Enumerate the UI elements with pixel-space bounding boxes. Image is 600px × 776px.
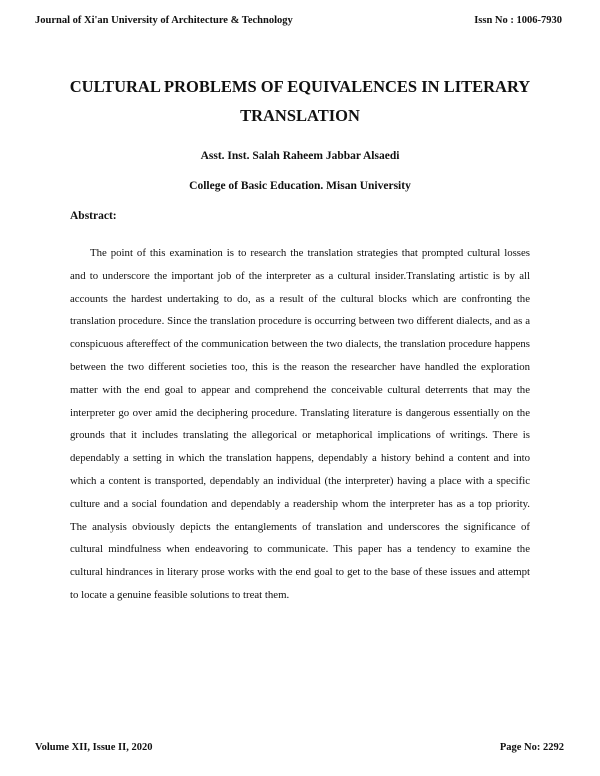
paper-title-line-2: TRANSLATION bbox=[240, 106, 360, 125]
paper-title-line-1: CULTURAL PROBLEMS OF EQUIVALENCES IN LITERARY bbox=[69, 77, 531, 96]
abstract-body: The point of this examination is to research the translation strategies that prompted cultural losses and to underscore the important job of the interpreter as a cultural insider.Translating artistic is by all accounts the hardest undertaking to do, as a result of the cultural blocks which are confronting the translation procedure. Since the translation procedure is occurring between two different dialects, and as a conspicuous aftereffect of the communication between the two dialects, the translation procedure happens between the two different societies too, this is the reason the researcher have handled the exploration matter with the end goal to appear and comprehend the conceivable cultural deterrents that may the interpreter go over amid the deciphering procedure. Translating literature is dangerous essentially on the grounds that it includes translating the allegorical or metaphorical implications of writings. There is dependably a setting in which the translation happens, dependably a history behind a content and into which a content is transported, dependably an individual (the interpreter) having a place with a specific culture and a social foundation and dependably a readership whom the interpreter has as a top priority. The analysis obviously depicts the entanglements of translation and underscores the significance of cultural mindfulness when endeavoring to communicate. This paper has a tendency to examine the cultural hindrances in literary prose works with the end goal to get to the base of these issues and attempt to locate a genuine feasible solutions to treat them. bbox=[70, 247, 530, 601]
volume-issue: Volume XII, Issue II, 2020 bbox=[35, 742, 153, 753]
author-affiliation: College of Basic Education. Misan University bbox=[189, 180, 411, 192]
page-number: Page No: 2292 bbox=[499, 742, 564, 753]
journal-name: Journal of Xi'an University of Architecture & Technology bbox=[35, 15, 293, 26]
author-name: Asst. Inst. Salah Raheem Jabbar Alsaedi bbox=[200, 150, 400, 162]
issn-number: Issn No : 1006-7930 bbox=[474, 15, 562, 26]
abstract-heading: Abstract: bbox=[70, 210, 117, 222]
